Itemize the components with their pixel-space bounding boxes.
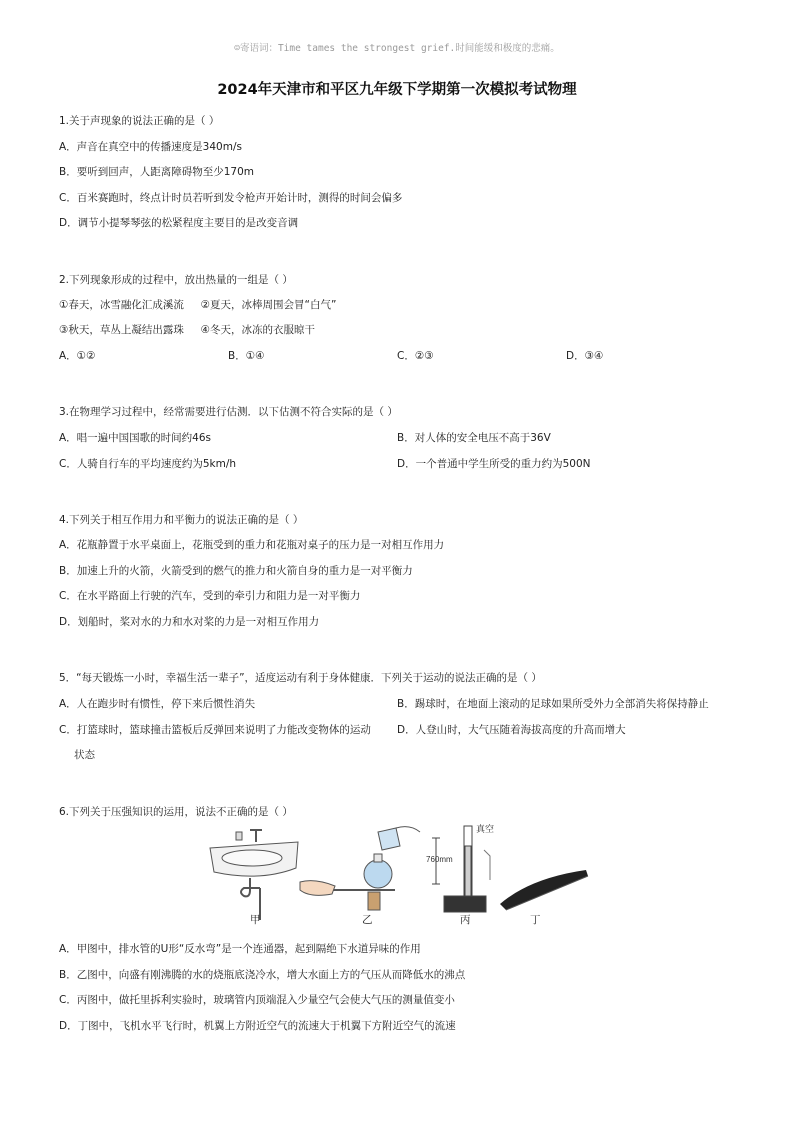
fig-label-jia: 甲 — [250, 914, 261, 926]
q2-statement-1: ①春天，冰雪融化汇成溪流 ②夏天，冰棒周围会冒“白气” — [59, 299, 337, 311]
q5-option-a: A．人在跑步时有惯性，停下来后惯性消失 — [59, 698, 256, 710]
header-motto: ☺寄语词：Time tames the strongest grief.时间能缓和极度的悲痛。 — [234, 43, 560, 54]
q4-option-d: D．划船时，桨对水的力和水对桨的力是一对相互作用力 — [59, 616, 320, 628]
q2-option-a: A．①② — [59, 350, 96, 362]
q2-option-c: C．②③ — [397, 350, 434, 362]
q3-option-c: C．人骑自行车的平均速度约为5km/h — [59, 458, 237, 470]
q3-stem: 3.在物理学习过程中，经常需要进行估测．以下估测不符合实际的是（ ） — [59, 406, 398, 418]
q2-stem: 2.下列现象形成的过程中，放出热量的一组是（ ） — [59, 274, 293, 286]
q6-option-b: B．乙图中，向盛有刚沸腾的水的烧瓶底浇冷水，增大水面上方的气压从而降低水的沸点 — [59, 969, 466, 981]
q6-figure — [200, 820, 600, 930]
q6-option-d: D．丁图中，飞机水平飞行时，机翼上方附近空气的流速大于机翼下方附近空气的流速 — [59, 1020, 456, 1032]
fig-label-bing: 丙 — [460, 914, 471, 926]
height-label: 760mm — [426, 855, 453, 864]
q6-option-c: C．丙图中，做托里拆利实验时，玻璃管内顶端混入少量空气会使大气压的测量值变小 — [59, 994, 455, 1006]
q5-option-d: D．人登山时，大气压随着海拔高度的升高而增大 — [397, 724, 626, 736]
q2-option-d: D．③④ — [566, 350, 604, 362]
q3-option-a: A．唱一遍中国国歌的时间约46s — [59, 432, 212, 444]
wing-illustration — [500, 870, 588, 910]
q5-option-b: B．踢球时，在地面上滚动的足球如果所受外力全部消失将保持静止 — [397, 698, 709, 710]
vacuum-label: 真空 — [476, 824, 495, 834]
fig-label-yi: 乙 — [362, 914, 373, 926]
q4-option-c: C．在水平路面上行驶的汽车，受到的牵引力和阻力是一对平衡力 — [59, 590, 361, 602]
sink-illustration — [210, 830, 298, 920]
q2-option-b: B．①④ — [228, 350, 265, 362]
q6-option-a: A．甲图中，排水管的U形“反水弯”是一个连通器，起到隔绝下水道异味的作用 — [59, 943, 421, 955]
q5-option-c: C．打篮球时，篮球撞击篮板后反弹回来说明了力能改变物体的运动 — [59, 724, 371, 736]
q5-stem: 5．“每天锻炼一小时，幸福生活一辈子”，适度运动有利于身体健康．下列关于运动的说法正确的是（ ） — [59, 672, 542, 684]
q1-option-c: C．百米赛跑时，终点计时员若听到发令枪声开始计时，测得的时间会偏多 — [59, 192, 403, 204]
q1-option-a: A．声音在真空中的传播速度是340m/s — [59, 141, 242, 153]
torricelli-illustration — [432, 826, 490, 912]
q3-option-b: B．对人体的安全电压不高于36V — [397, 432, 551, 444]
q2-statement-2: ③秋天，草丛上凝结出露珠 ④冬天，冰冻的衣服晾干 — [59, 324, 316, 336]
q4-option-b: B．加速上升的火箭，火箭受到的燃气的推力和火箭自身的重力是一对平衡力 — [59, 565, 413, 577]
flask-illustration — [300, 827, 420, 910]
q1-option-d: D．调节小提琴琴弦的松紧程度主要目的是改变音调 — [59, 217, 299, 229]
q4-stem: 4.下列关于相互作用力和平衡力的说法正确的是（ ） — [59, 514, 304, 526]
q1-option-b: B．要听到回声，人距离障碍物至少170m — [59, 166, 254, 178]
q3-option-d: D．一个普通中学生所受的重力约为500N — [397, 458, 591, 470]
fig-label-ding: 丁 — [530, 914, 541, 926]
q6-stem: 6.下列关于压强知识的运用，说法不正确的是（ ） — [59, 806, 293, 818]
q1-stem: 1.关于声现象的说法正确的是（ ） — [59, 115, 220, 127]
q4-option-a: A．花瓶静置于水平桌面上，花瓶受到的重力和花瓶对桌子的压力是一对相互作用力 — [59, 539, 445, 551]
page-title: 2024年天津市和平区九年级下学期第一次模拟考试物理 — [217, 82, 577, 98]
q5-option-c-wrap: 状态 — [74, 749, 95, 761]
